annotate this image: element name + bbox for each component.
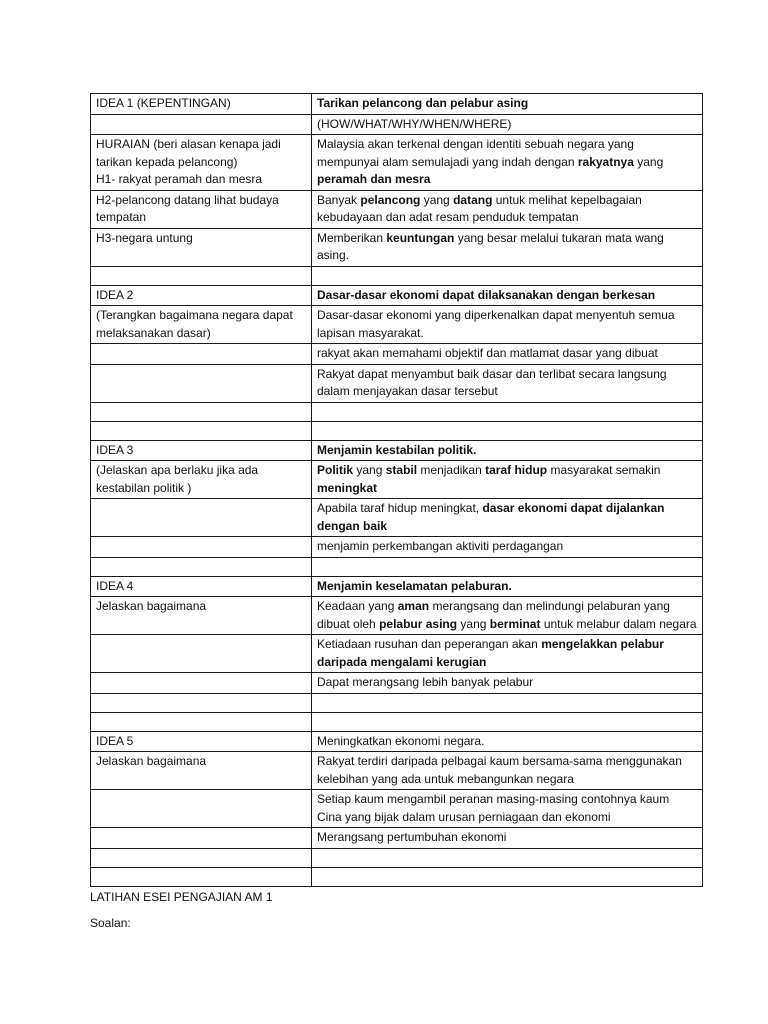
row-label-cell <box>91 635 312 673</box>
table-row <box>91 712 703 731</box>
table-row <box>91 673 703 694</box>
table-row <box>91 402 703 421</box>
content-text: Banyak <box>317 192 361 207</box>
row-label-cell <box>91 114 312 135</box>
row-label-cell <box>91 848 312 867</box>
essay-outline-table <box>90 93 703 887</box>
bold-text: peramah dan mesra <box>317 172 431 186</box>
row-label-cell <box>91 828 312 849</box>
row-label-cell <box>91 537 312 558</box>
table-row <box>91 94 703 115</box>
content-text: Malaysia akan terkenal dengan identiti sebuah negara yang mempunyai alam semulajadi yang indah dengan <box>317 137 634 169</box>
row-content-cell <box>312 190 703 228</box>
content-text: Meningkatkan ekonomi negara. <box>317 733 485 748</box>
table-row <box>91 693 703 712</box>
table-row <box>91 731 703 752</box>
table-row <box>91 576 703 597</box>
row-label-cell <box>91 499 312 537</box>
bold-text: Dasar-dasar ekonomi dapat dilaksanakan dengan berkesan <box>317 287 656 302</box>
content-text: (HOW/WHAT/WHY/WHEN/WHERE) <box>317 116 512 131</box>
label-text: (Jelaskan apa berlaku jika ada kestabilan politik ) <box>96 463 259 495</box>
content-text: Merangsang pertumbuhan ekonomi <box>317 830 507 844</box>
row-label-cell <box>91 693 312 712</box>
label-text: H1- rakyat peramah dan mesra <box>96 172 263 186</box>
bold-text: Tarikan pelancong dan pelabur asing <box>317 96 529 110</box>
row-label-cell <box>91 306 312 344</box>
content-text: yang <box>420 192 454 207</box>
row-content-cell <box>312 752 703 790</box>
row-label-cell <box>91 867 312 886</box>
row-label-cell <box>91 731 312 752</box>
bold-text: taraf hidup <box>485 463 548 477</box>
label-text: HURAIAN (beri alasan kenapa jadi tarikan kepada pelancong) <box>96 137 281 169</box>
row-content-cell <box>312 867 703 886</box>
bold-text: pelabur asing <box>379 616 458 631</box>
content-text: untuk melabur dalam negara <box>540 616 697 631</box>
row-label-cell <box>91 364 312 402</box>
table-row <box>91 790 703 828</box>
row-content-cell <box>312 731 703 752</box>
content-text: yang besar melalui tukaran mata wang asing. <box>317 230 664 262</box>
content-text: Dapat merangsang lebih banyak pelabur <box>317 675 534 689</box>
table-row <box>91 135 703 191</box>
row-label-cell <box>91 228 312 266</box>
content-text: yang <box>457 616 490 631</box>
label-text: IDEA 4 <box>96 578 134 593</box>
row-label-cell <box>91 461 312 499</box>
content-text: Rakyat terdiri daripada pelbagai kaum bersama-sama menggunakan kelebihan yang ada untuk mebangunkan negara <box>317 754 682 786</box>
table-row <box>91 848 703 867</box>
row-label-cell <box>91 190 312 228</box>
bold-text: stabil <box>385 463 418 477</box>
row-content-cell <box>312 94 703 115</box>
table-row <box>91 228 703 266</box>
label-text: Jelaskan bagaimana <box>96 754 207 768</box>
table-row <box>91 752 703 790</box>
table-row <box>91 344 703 365</box>
table-row <box>91 266 703 285</box>
table-row <box>91 114 703 135</box>
row-label-cell <box>91 440 312 461</box>
bold-text: keuntungan <box>386 230 455 245</box>
row-label-cell <box>91 597 312 635</box>
document-title: LATIHAN ESEI PENGAJIAN AM 1 <box>90 890 273 904</box>
table-row <box>91 440 703 461</box>
row-content-cell <box>312 402 703 421</box>
row-content-cell <box>312 848 703 867</box>
content-text: Dasar-dasar ekonomi yang diperkenalkan dapat menyentuh semua lapisan masyarakat. <box>317 308 675 340</box>
content-text: Memberikan <box>317 230 387 245</box>
table-row <box>91 306 703 344</box>
row-label-cell <box>91 135 312 191</box>
row-content-cell <box>312 306 703 344</box>
row-label-cell <box>91 285 312 306</box>
content-text: Setiap kaum mengambil peranan masing-masing contohnya kaum Cina yang bijak dalam urusan perniagaan dan ekonomi <box>317 792 670 824</box>
row-content-cell <box>312 597 703 635</box>
content-text: yang <box>633 154 664 169</box>
label-text: IDEA 3 <box>96 442 134 457</box>
row-content-cell <box>312 557 703 576</box>
bold-text: pelancong <box>360 192 421 207</box>
bold-text: rakyatnya <box>577 154 634 169</box>
row-label-cell <box>91 266 312 285</box>
row-label-cell <box>91 421 312 440</box>
content-text: menjamin perkembangan aktiviti perdagangan <box>317 539 564 553</box>
table-row <box>91 499 703 537</box>
bold-text: dasar ekonomi dapat dijalankan dengan baik <box>317 501 665 533</box>
table-row <box>91 364 703 402</box>
row-content-cell <box>312 635 703 673</box>
table-row <box>91 635 703 673</box>
row-content-cell <box>312 499 703 537</box>
row-content-cell <box>312 364 703 402</box>
row-content-cell <box>312 673 703 694</box>
row-label-cell <box>91 790 312 828</box>
row-label-cell <box>91 344 312 365</box>
content-text: Keadaan yang <box>317 599 398 613</box>
row-label-cell <box>91 576 312 597</box>
bold-text: meningkat <box>317 480 378 495</box>
content-text: menjadikan <box>417 463 486 477</box>
bold-text: Menjamin keselamatan pelaburan. <box>317 578 512 593</box>
bold-text: Politik <box>317 463 354 477</box>
table-row <box>91 285 703 306</box>
content-text: Ketiadaan rusuhan dan peperangan akan <box>317 637 542 651</box>
label-text: IDEA 5 <box>96 733 134 748</box>
row-label-cell <box>91 752 312 790</box>
row-content-cell <box>312 440 703 461</box>
content-text: merangsang dan melindungi pelaburan yang dibuat oleh <box>317 599 670 631</box>
row-content-cell <box>312 790 703 828</box>
label-text: H2-pelancong datang lihat budaya tempatan <box>96 192 279 224</box>
row-content-cell <box>312 421 703 440</box>
bold-text: mengelakkan pelabur daripada mengalami kerugian <box>317 637 664 669</box>
row-label-cell <box>91 402 312 421</box>
row-content-cell <box>312 114 703 135</box>
bold-text: aman <box>397 599 430 613</box>
row-label-cell <box>91 557 312 576</box>
row-content-cell <box>312 576 703 597</box>
row-content-cell <box>312 228 703 266</box>
label-text: H3-negara untung <box>96 230 193 245</box>
label-text: IDEA 1 (KEPENTINGAN) <box>96 96 231 110</box>
bold-text: datang <box>453 192 493 207</box>
table-row <box>91 461 703 499</box>
table-row <box>91 557 703 576</box>
question-label: Soalan: <box>90 916 131 930</box>
row-label-cell <box>91 94 312 115</box>
bold-text: Menjamin kestabilan politik. <box>317 442 477 457</box>
content-text: masyarakat semakin <box>547 463 661 477</box>
label-text: IDEA 2 <box>96 287 134 302</box>
label-text: (Terangkan bagaimana negara dapat melaksanakan dasar) <box>96 308 293 340</box>
table-row <box>91 828 703 849</box>
table-row <box>91 867 703 886</box>
row-label-cell <box>91 712 312 731</box>
table-row <box>91 421 703 440</box>
row-content-cell <box>312 285 703 306</box>
row-content-cell <box>312 461 703 499</box>
row-content-cell <box>312 266 703 285</box>
content-text: untuk melihat kepelbagaian kebudayaan dan adat resam penduduk tempatan <box>317 192 642 224</box>
bold-text: berminat <box>489 616 541 631</box>
row-label-cell <box>91 673 312 694</box>
table-row <box>91 190 703 228</box>
row-content-cell <box>312 693 703 712</box>
content-text: Apabila taraf hidup meningkat, <box>317 501 483 515</box>
table-row <box>91 537 703 558</box>
row-content-cell <box>312 537 703 558</box>
table-row <box>91 597 703 635</box>
row-content-cell <box>312 828 703 849</box>
label-text: Jelaskan bagaimana <box>96 599 207 613</box>
content-text: Rakyat dapat menyambut baik dasar dan terlibat secara langsung dalam menjayakan dasar tersebut <box>317 366 667 398</box>
row-content-cell <box>312 135 703 191</box>
content-text: yang <box>353 463 386 477</box>
row-content-cell <box>312 344 703 365</box>
row-content-cell <box>312 712 703 731</box>
content-text: rakyat akan memahami objektif dan matlamat dasar yang dibuat <box>317 346 658 360</box>
